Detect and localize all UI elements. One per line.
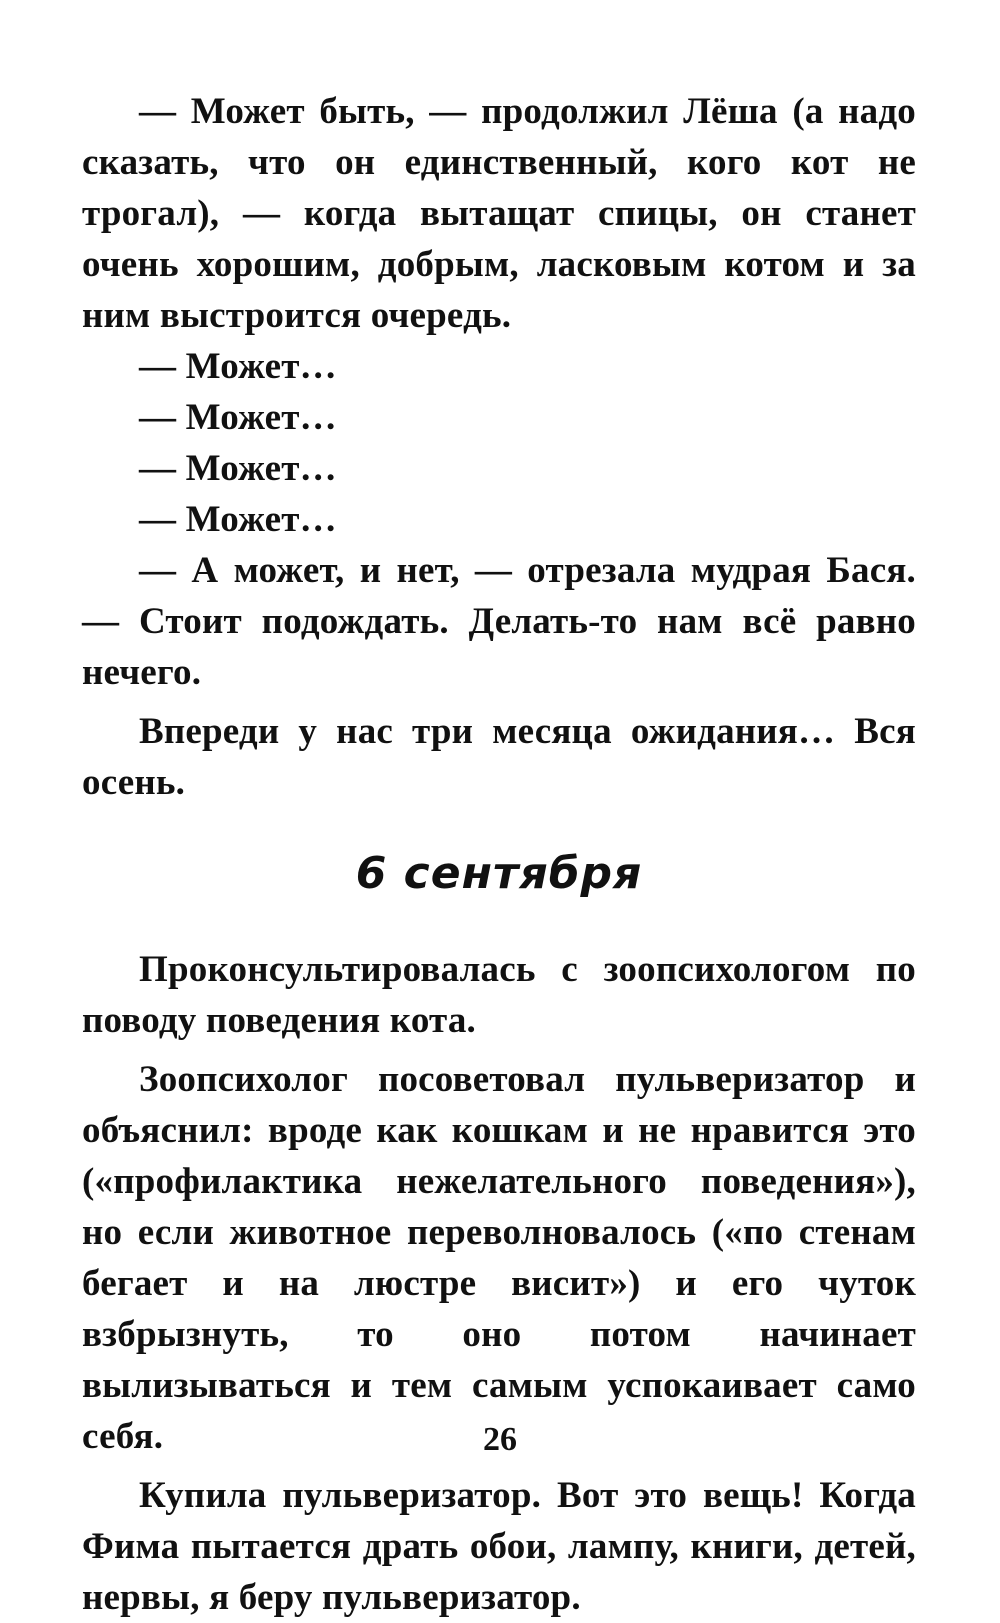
paragraph: — Может быть, — продолжил Лёша (а надо сказать, что он единственный, кого кот не трогал), — когда вытащат спицы, он станет очень хорошим, добрым, ласковым котом и за ним выстроится очередь. [82,91,916,336]
page-number: 26 [483,1421,517,1458]
paragraph: Проконсультировалась с зоопсихологом по поводу поведения кота. [82,949,916,1041]
paragraph: — Может… [139,397,337,438]
date-heading [82,836,916,918]
paragraph: — Может… [139,346,337,387]
paragraph: — Может… [139,499,337,540]
paragraph: — А может, и нет, — отрезала мудрая Бася. — Стоит подождать. Делать-то нам всё равно нечего. [82,550,916,693]
paragraph: Купила пульверизатор. Вот это вещь! Когда Фима пытается драть обои, лампу, книги, детей, нервы, я беру пульверизатор. [82,1475,916,1618]
paragraph: — Может… [139,448,337,489]
page-body [82,86,916,1623]
paragraph: Впереди у нас три месяца ожидания… Вся осень. [82,711,916,803]
date-heading-text: 6 сентября [355,848,643,899]
paragraph: Зоопсихолог посоветовал пульверизатор и объяснил: вроде как кошкам и не нравится это («профилактика нежелательного поведения»), но если животное переволновалось («по стенам бегает и на люстре висит») и его чуток взбрызнуть, то оно потом начинает вылизываться и тем самым успокаивает само себя. [82,1059,916,1457]
